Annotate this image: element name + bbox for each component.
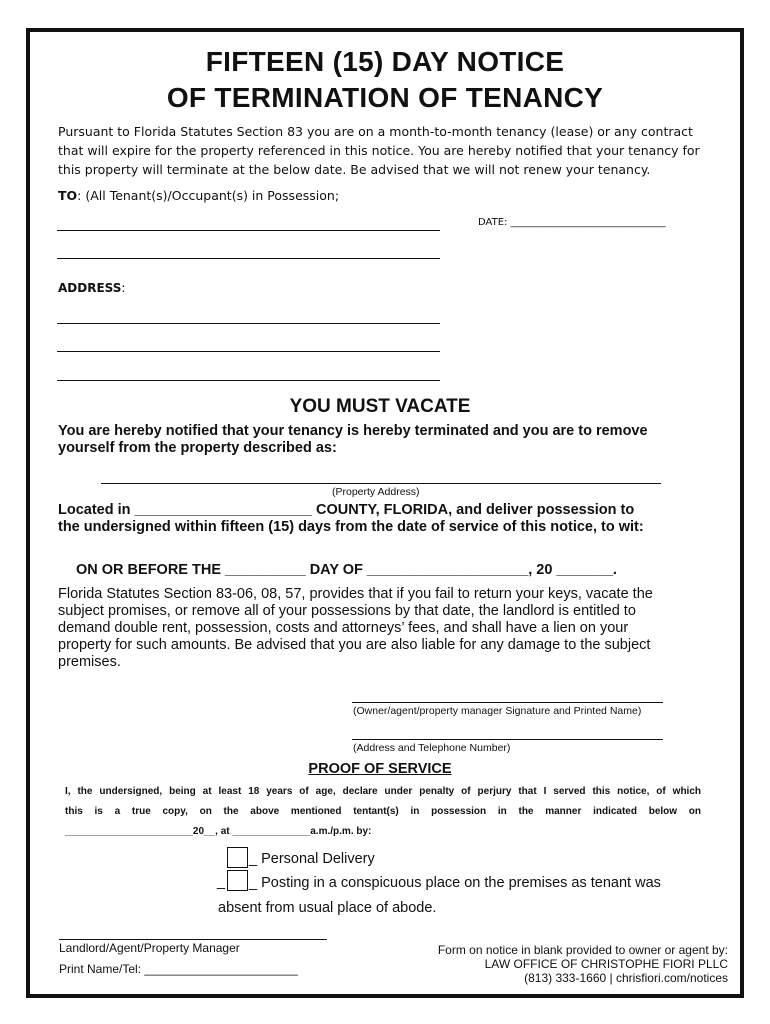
to-label: TO [58, 188, 78, 203]
intro-paragraph: Pursuant to Florida Statutes Section 83 you are on a month-to-month tenancy (lease) or any contract that will expire for the property referenced in this notice. You are hereby notified that your tenancy for this property will terminate at the below date. Be advised that we will not renew your tenancy. [58, 124, 700, 177]
posting-label: _ Posting in a conspicuous place on the premises as tenant was [249, 875, 661, 891]
landlord-signature-line[interactable] [59, 939, 327, 940]
title-line-1: FIFTEEN (15) DAY NOTICE [205, 46, 565, 77]
statute-line-2: subject promises, or remove all of your possessions by that date, the landlord is entitled to [58, 603, 636, 619]
located-line-1: Located in ______________________ COUNTY, FLORIDA, and deliver possession to [58, 502, 635, 518]
footer-line-1: Form on notice in blank provided to owner or agent by: [437, 943, 728, 957]
address-line-2[interactable] [57, 351, 440, 352]
tenant-name-line-1[interactable] [57, 230, 440, 231]
date-field[interactable]: DATE: _______________________________ [478, 217, 666, 228]
statute-line-4: property for such amounts. Be advised that you are also liable for any damage to the subject [58, 637, 651, 653]
proof-of-service-heading: PROOF OF SERVICE [308, 761, 452, 777]
title-line-2: OF TERMINATION OF TENANCY [166, 82, 604, 113]
personal-delivery-checkbox[interactable] [227, 847, 248, 868]
to-text: : (All Tenant(s)/Occupant(s) in Possession; [77, 188, 340, 203]
footer-line-3: (813) 333-1660 | chrisfiori.com/notices [524, 971, 728, 985]
proof-line-2: this is a true copy, on the above mentioned tentant(s) in possession in the manner indicated below on [65, 806, 701, 817]
notice-line-1: You are hereby notified that your tenancy is hereby terminated and you are to remove [58, 423, 648, 439]
property-address-caption: (Property Address) [332, 486, 420, 498]
footer-line-2: LAW OFFICE OF CHRISTOPHE FIORI PLLC [484, 957, 728, 971]
address-colon: : [121, 281, 126, 295]
to-line [58, 188, 339, 203]
print-name-field[interactable]: Print Name/Tel: _______________________ [59, 962, 298, 976]
address-line-3[interactable] [57, 380, 440, 381]
notice-line-2: yourself from the property described as: [58, 440, 337, 456]
tenant-name-line-2[interactable] [57, 258, 440, 259]
statute-line-1: Florida Statutes Section 83-06, 08, 57, provides that if you fail to return your keys, vacate the [58, 586, 653, 602]
address-phone-line[interactable] [352, 739, 663, 740]
proof-line-3: _______________________20__, at ______________a.m./p.m. by: [65, 826, 372, 837]
posting-checkbox[interactable] [227, 870, 248, 891]
statute-line-5: premises. [58, 654, 121, 670]
personal-delivery-label: _ Personal Delivery [249, 851, 375, 867]
vacate-heading: YOU MUST VACATE [289, 396, 471, 417]
signature-line[interactable] [352, 702, 663, 703]
proof-line-1: I, the undersigned, being at least 18 years of age, declare under penalty of perjury that I served this notice, of which [65, 786, 701, 797]
statute-line-3: demand double rent, possession, costs and attorneys’ fees, and shall have a lien on your [58, 620, 629, 636]
property-address-line[interactable] [101, 483, 661, 484]
address-label-row [58, 281, 125, 295]
address-label: ADDRESS [58, 281, 122, 295]
landlord-label: Landlord/Agent/Property Manager [59, 941, 240, 955]
address-line-1[interactable] [57, 323, 440, 324]
address-phone-caption: (Address and Telephone Number) [353, 742, 511, 754]
signature-caption: (Owner/agent/property manager Signature and Printed Name) [353, 705, 642, 717]
located-line-2: the undersigned within fifteen (15) days from the date of service of this notice, to wit: [58, 519, 644, 535]
deadline-line: ON OR BEFORE THE __________ DAY OF ____________________, 20 _______. [76, 562, 617, 578]
posting-label-continued: absent from usual place of abode. [218, 900, 437, 916]
posting-underscore: _ [217, 874, 226, 890]
